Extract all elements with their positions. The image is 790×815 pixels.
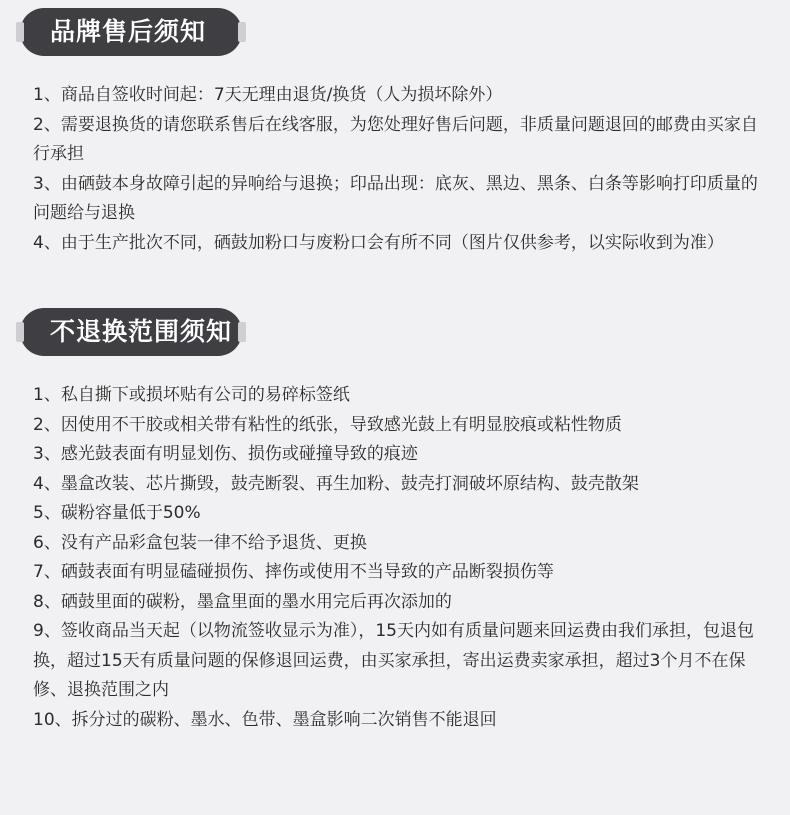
list-item: 1、私自撕下或损坏贴有公司的易碎标签纸 — [33, 385, 350, 405]
list-item: 3、感光鼓表面有明显划伤、损伤或碰撞导致的痕迹 — [33, 444, 418, 464]
list-item: 8、硒鼓里面的碳粉，墨盒里面的墨水用完后再次添加的 — [33, 591, 452, 612]
list-item: 4、由于生产批次不同，硒鼓加粉口与废粉口会有所不同（图片仅供参考，以实际收到为准） — [33, 232, 724, 253]
after-sales-list — [33, 81, 763, 258]
section-title-after-sales — [20, 8, 242, 56]
list-item: 6、没有产品彩盒包装一律不给予退货、更换 — [33, 532, 367, 553]
list-item: 10、拆分过的碳粉、墨水、色带、墨盒影响二次销售不能退回 — [33, 709, 497, 730]
section-title-text: 品牌售后须知 — [50, 17, 207, 46]
list-item: 5、碳粉容量低于50% — [33, 503, 201, 523]
list-item: 9、签收商品当天起（以物流签收显示为准），15天内如有质量问题来回运费由我们承担，包退包换，超过15天有质量问题的保修退回运费，由买家承担，寄出运费卖家承担，超过3个月不在保修、退换范围之内 — [33, 621, 754, 700]
title-tab-decoration — [238, 322, 246, 342]
list-item: 2、需要退换货的请您联系售后在线客服，为您处理好售后问题，非质量问题退回的邮费由买家自行承担 — [33, 114, 758, 164]
non-return-list — [33, 381, 763, 735]
section-title-non-return — [20, 308, 242, 356]
list-item: 7、硒鼓表面有明显磕碰损伤、摔伤或使用不当导致的产品断裂损伤等 — [33, 562, 554, 582]
title-tab-decoration — [238, 22, 246, 42]
list-item: 4、墨盒改装、芯片撕毁，鼓壳断裂、再生加粉、鼓壳打洞破坏原结构、鼓壳散架 — [33, 473, 639, 494]
list-item: 1、商品自签收时间起：7天无理由退货/换货（人为损坏除外） — [33, 85, 503, 105]
title-tab-decoration — [16, 322, 24, 342]
list-item: 3、由硒鼓本身故障引起的异响给与退换；印品出现：底灰、黑边、黑条、白条等影响打印质量的问题给与退换 — [33, 173, 758, 223]
list-item: 2、因使用不干胶或相关带有粘性的纸张，导致感光鼓上有明显胶痕或粘性物质 — [33, 414, 622, 435]
title-tab-decoration — [16, 22, 24, 42]
section-title-text: 不退换范围须知 — [50, 317, 233, 346]
